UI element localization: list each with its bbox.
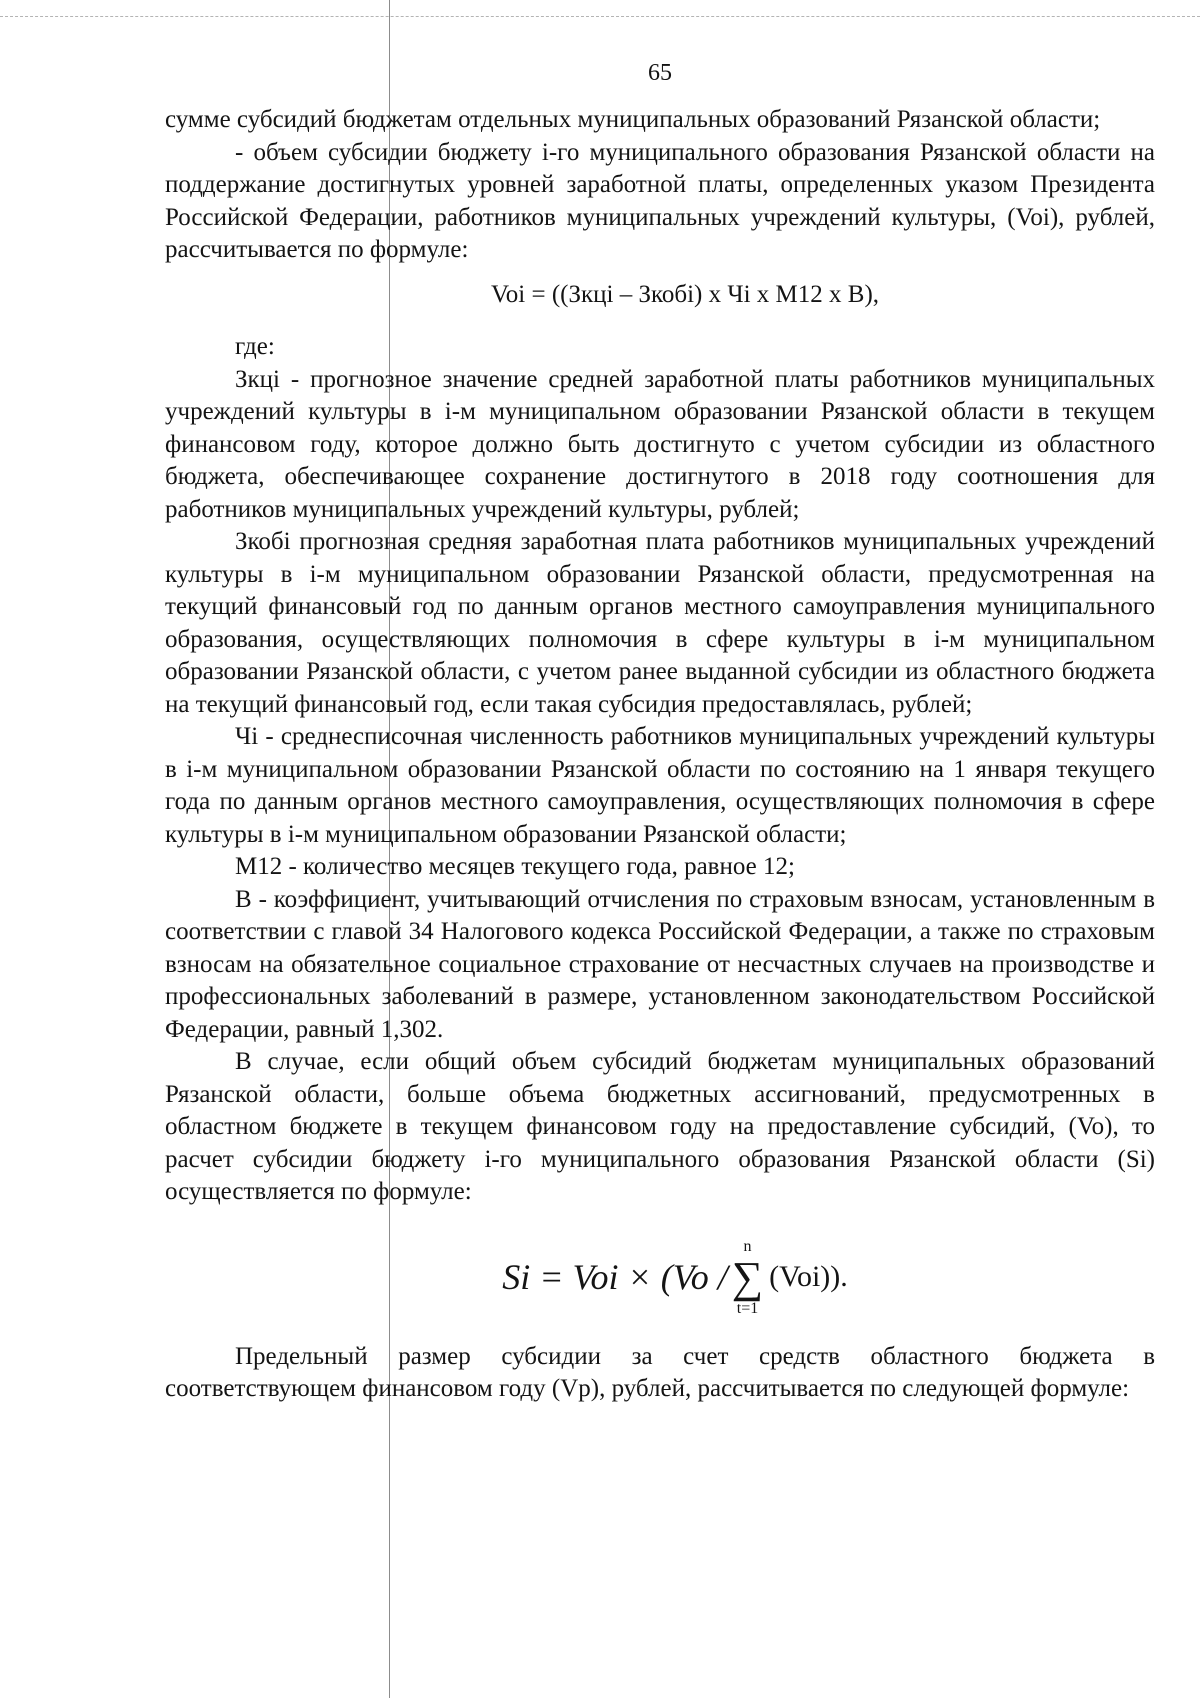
- sigma-icon: ∑: [731, 1252, 764, 1302]
- paragraph: Предельный размер субсидии за счет средств областного бюджета в соответствующем финансовом году (Vp), рублей, рассчитывается по следующей формуле:: [165, 1342, 1155, 1402]
- summation-upper-limit: n: [743, 1237, 752, 1255]
- paragraph: М12 - количество месяцев текущего года, равное 12;: [235, 853, 795, 880]
- formula-si-rhs: (Voi)).: [769, 1260, 848, 1294]
- paragraph: Зкобі прогнозная средняя заработная плата работников муниципальных учреждений культуры в i-м муниципальном образовании Рязанской области, предусмотренная на текущий финансовый год по данным органов местного самоуправления муниципального образования, осуществляющих полномочия в сфере культуры в i-м муниципальном образовании Рязанской области, с учетом ранее выданной субсидии из областного бюджета на текущий финансовый год, если такая субсидия предоставлялась, рублей;: [165, 528, 1155, 718]
- summation-symbol: [732, 1238, 763, 1318]
- summation-lower-limit: t=1: [736, 1299, 759, 1317]
- paragraph: В случае, если общий объем субсидий бюджетам муниципальных образований Рязанской области, больше объема бюджетных ассигнований, предусмотренных в областном бюджете в текущем финансовом году на предоставление субсидий, (Vo), то расчет субсидии бюджету i-го муниципального образования Рязанской области (Si) осуществляется по формуле:: [165, 1048, 1155, 1205]
- document-body: [165, 104, 1155, 1406]
- paragraph: В - коэффициент, учитывающий отчисления по страховым взносам, установленным в соответствии с главой 34 Налогового кодекса Российской Федерации, а также по страховым взносам на обязательное социальное страхование от несчастных случаев на производстве и профессиональных заболеваний в размере, установленном законодательством Российской Федерации, равный 1,302.: [165, 885, 1155, 1043]
- page-number: 65: [648, 60, 672, 86]
- where-label: где:: [235, 333, 275, 360]
- scan-top-edge: [0, 16, 1200, 17]
- paragraph: Зкці - прогнозное значение средней заработной платы работников муниципальных учреждений культуры в i-м муниципальном образовании Рязанской области в текущем финансовом году, которое должно быть достигнуто с учетом субсидии из областного бюджета, обеспечивающее сохранение достигнутого в 2018 году соотношения для работников муниципальных учреждений культуры, рублей;: [165, 365, 1155, 523]
- paragraph: Чі - среднесписочная численность работников муниципальных учреждений культуры в i-м муниципальном образовании Рязанской области по состоянию на 1 января текущего года по данным органов местного самоуправления, осуществляющих полномочия в сфере культуры в i-м муниципальном образовании Рязанской области;: [165, 723, 1155, 848]
- paragraph: - объем субсидии бюджету i-го муниципального образования Рязанской области на поддержание достигнутых уровней заработной платы, определенных указом Президента Российской Федерации, работников муниципальных учреждений культуры, (Voi), рублей, рассчитывается по формуле:: [165, 138, 1155, 263]
- formula-si-lhs: Si = Voi × (Vo /: [502, 1257, 728, 1298]
- paragraph: сумме субсидий бюджетам отдельных муниципальных образований Рязанской области;: [165, 106, 1101, 133]
- formula-voi: Voi = ((Зкці – Зкобі) х Чі х М12 х В),: [490, 280, 880, 308]
- formula-si: [165, 1233, 1155, 1323]
